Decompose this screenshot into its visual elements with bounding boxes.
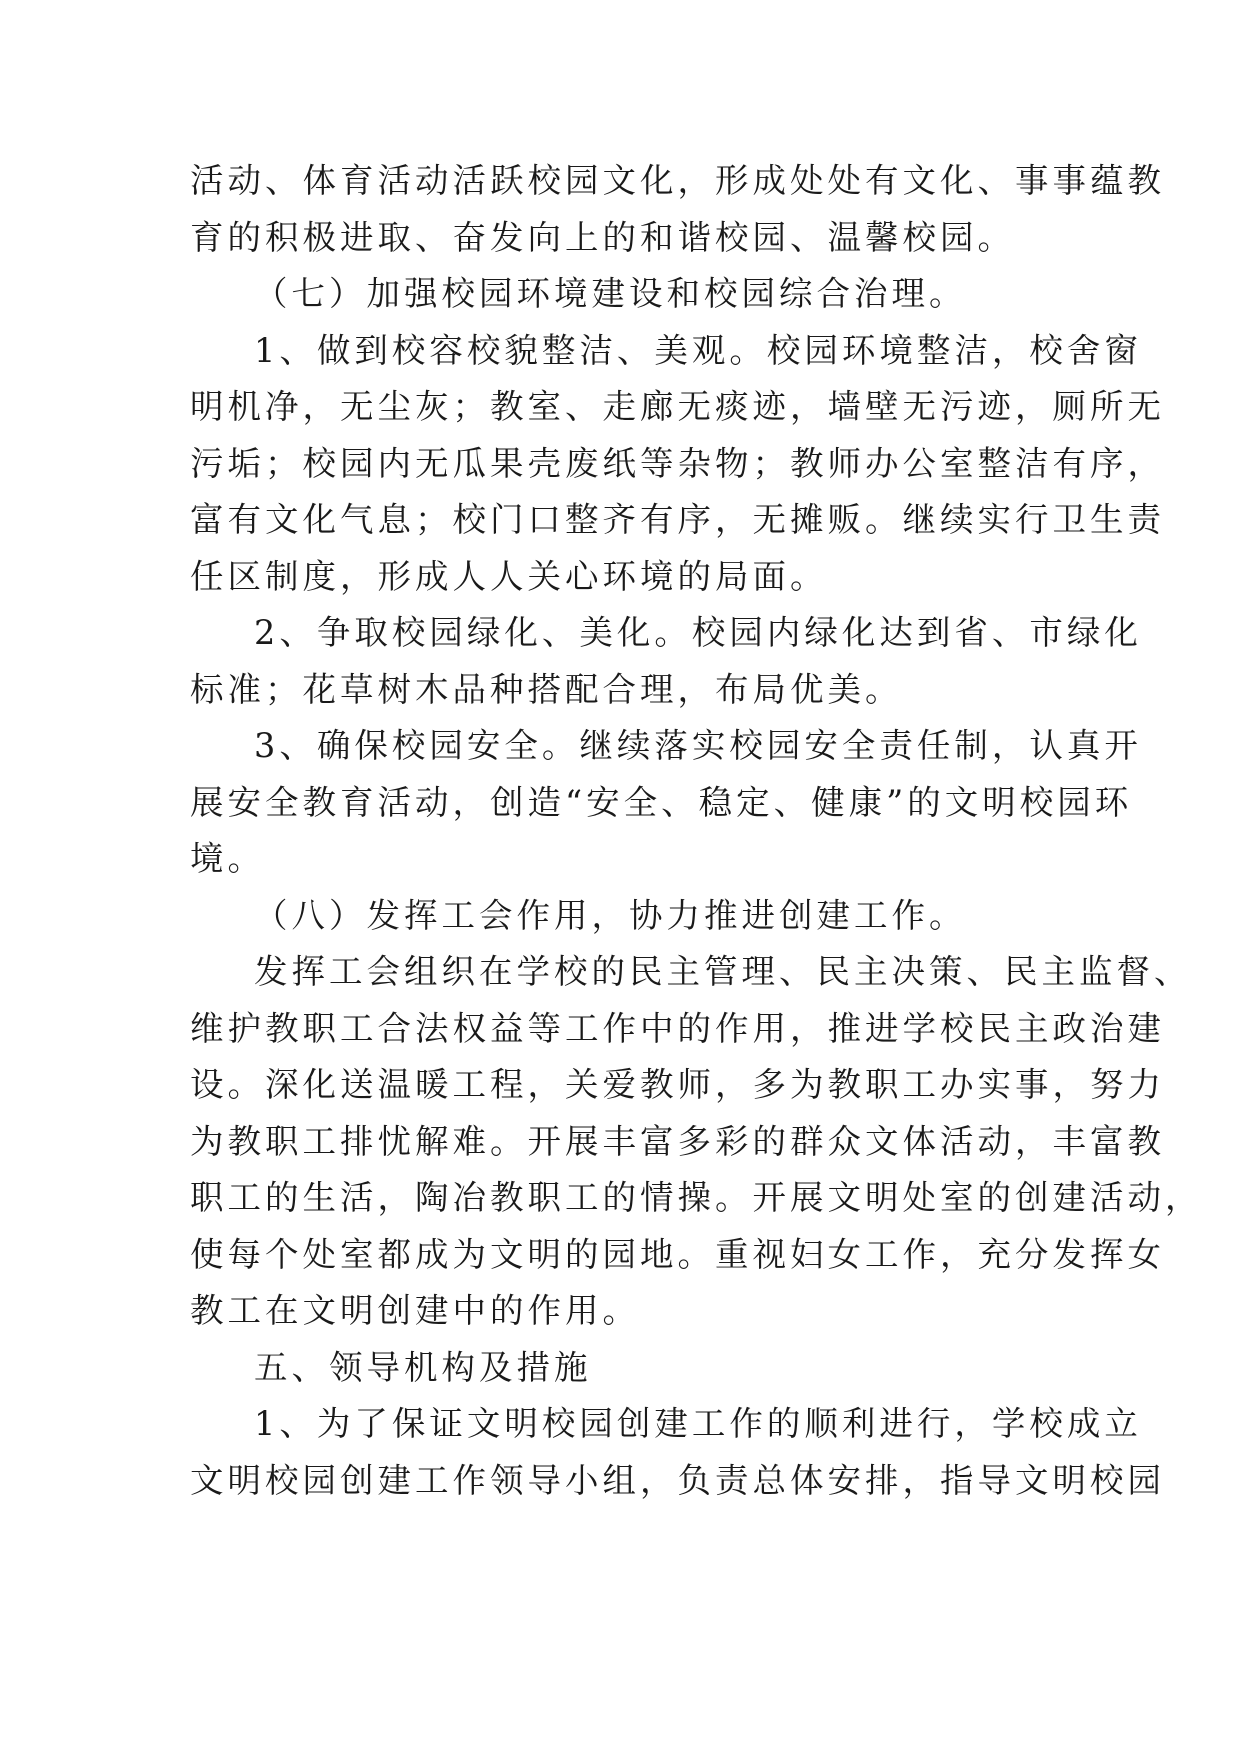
text-line: 1、为了保证文明校园创建工作的顺利进行，学校成立	[254, 1404, 1142, 1443]
text-line: 职工的生活，陶冶教职工的情操。开展文明处室的创建活动，	[190, 1178, 1203, 1217]
text-line: 教工在文明创建中的作用。	[190, 1291, 640, 1330]
text-line: 展安全教育活动，创造“安全、稳定、健康”的文明校园环	[190, 782, 1133, 822]
text-line: 任区制度，形成人人关心环境的局面。	[190, 556, 828, 596]
document-body	[190, 153, 1203, 1509]
text-line: 为教职工排忧解难。开展丰富多彩的群众文体活动，丰富教	[190, 1121, 1165, 1161]
text-line: 污垢；校园内无瓜果壳废纸等杂物；教师办公室整洁有序，	[190, 443, 1165, 483]
text-line: 2、争取校园绿化、美化。校园内绿化达到省、市绿化	[254, 613, 1142, 652]
text-line: 发挥工会组织在学校的民主管理、民主决策、民主监督、	[254, 952, 1192, 991]
text-line: 育的积极进取、奋发向上的和谐校园、温馨校园。	[190, 217, 1015, 257]
text-line: 明机净，无尘灰；教室、走廊无痰迹，墙壁无污迹，厕所无	[190, 387, 1165, 426]
text-line: 文明校园创建工作领导小组，负责总体安排，指导文明校园	[190, 1460, 1165, 1500]
text-line: 1、做到校容校貌整洁、美观。校园环境整洁，校舍窗	[254, 330, 1142, 370]
section-heading: 五、领导机构及措施	[254, 1347, 592, 1387]
section-heading: （七）加强校园环境建设和校园综合治理。	[254, 274, 967, 313]
text-line: 使每个处室都成为文明的园地。重视妇女工作，充分发挥女	[190, 1234, 1165, 1274]
text-line: 境。	[190, 839, 265, 878]
text-line: 标准；花草树木品种搭配合理，布局优美。	[190, 669, 903, 709]
text-line: 维护教职工合法权益等工作中的作用，推进学校民主政治建	[190, 1008, 1165, 1048]
section-heading: （八）发挥工会作用，协力推进创建工作。	[254, 895, 967, 935]
text-line: 活动、体育活动活跃校园文化，形成处处有文化、事事蕴教	[190, 161, 1165, 200]
text-line: 3、确保校园安全。继续落实校园安全责任制，认真开	[254, 726, 1142, 765]
text-line: 富有文化气息；校门口整齐有序，无摊贩。继续实行卫生责	[190, 500, 1165, 539]
text-line: 设。深化送温暖工程，关爱教师，多为教职工办实事，努力	[190, 1065, 1165, 1104]
